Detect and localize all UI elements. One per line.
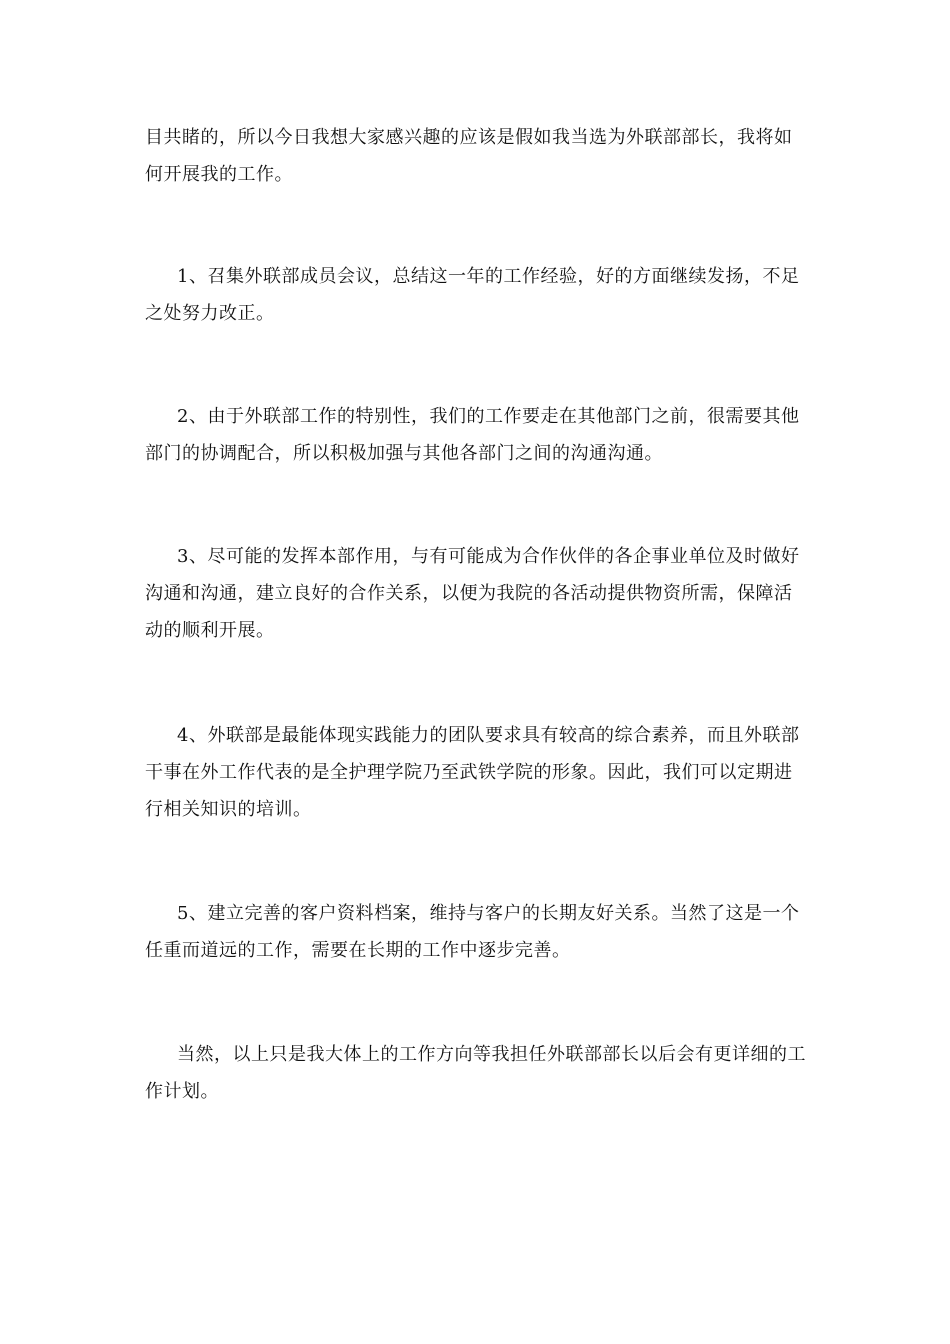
paragraph-item-4: 4、外联部是最能体现实践能力的团队要求具有较高的综合素养，而且外联部干事在外工作代表的是全护理学院乃至武铁学院的形象。因此，我们可以定期进行相关知识的培训。 xyxy=(145,725,800,820)
paragraph-item-3: 3、尽可能的发挥本部作用，与有可能成为合作伙伴的各企事业单位及时做好沟通和沟通，建立良好的合作关系，以便为我院的各活动提供物资所需，保障活动的顺利开展。 xyxy=(145,546,800,641)
paragraph-item-5: 5、建立完善的客户资料档案，维持与客户的长期友好关系。当然了这是一个任重而道远的工作，需要在长期的工作中逐步完善。 xyxy=(145,903,800,961)
paragraph-item-1: 1、召集外联部成员会议，总结这一年的工作经验，好的方面继续发扬，不足之处努力改正。 xyxy=(145,266,800,324)
paragraph-conclusion: 当然，以上只是我大体上的工作方向等我担任外联部部长以后会有更详细的工作计划。 xyxy=(145,1044,806,1102)
paragraph-continuation: 目共睹的，所以今日我想大家感兴趣的应该是假如我当选为外联部部长，我将如何开展我的工作。 xyxy=(145,127,793,185)
paragraph-item-2: 2、由于外联部工作的特别性，我们的工作要走在其他部门之前，很需要其他部门的协调配合，所以积极加强与其他各部门之间的沟通沟通。 xyxy=(145,406,800,464)
